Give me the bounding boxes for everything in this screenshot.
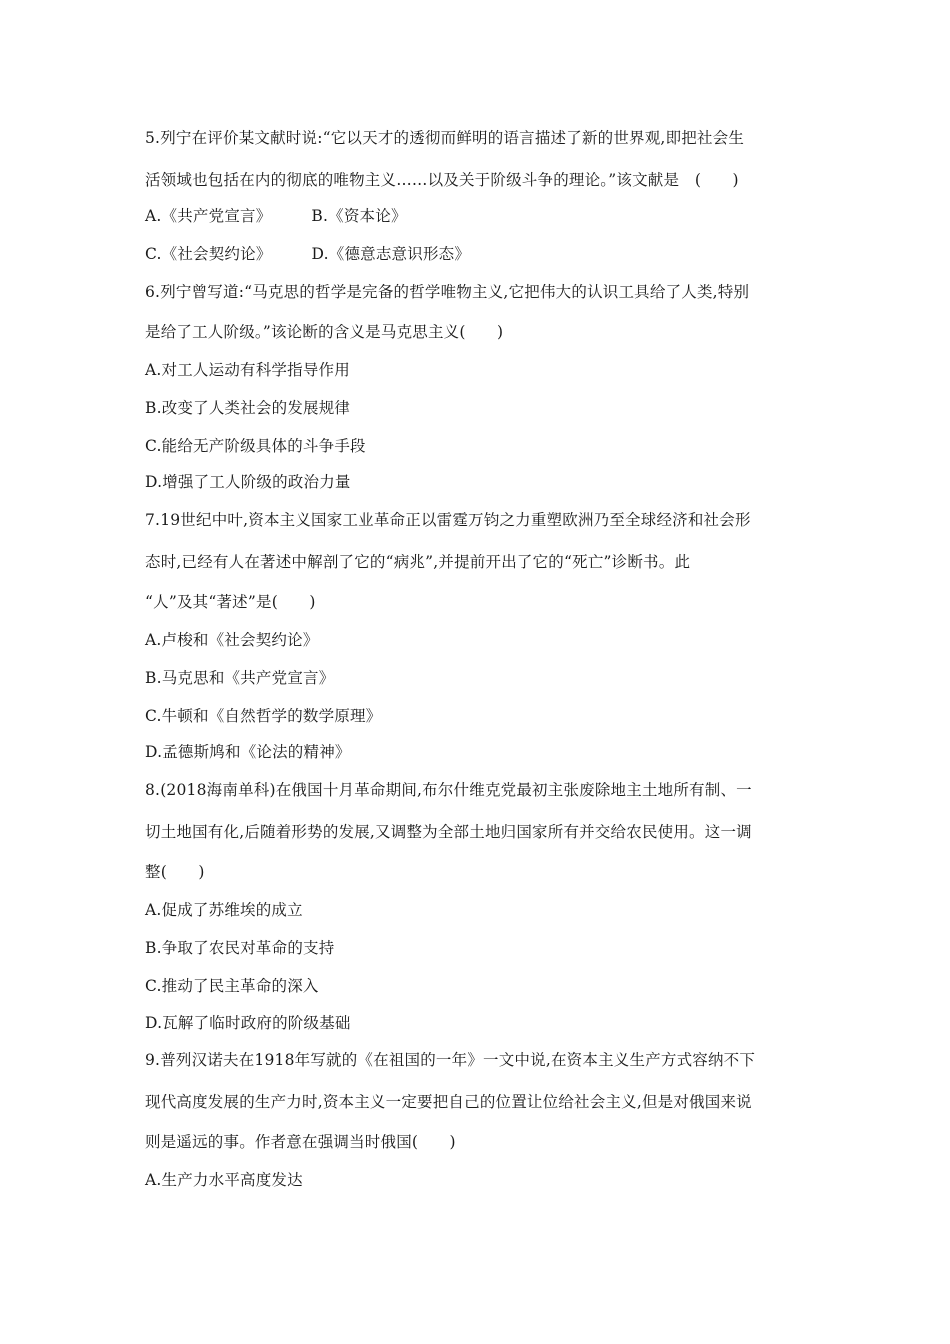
- q9-stem-line-3: 则是遥远的事。作者意在强调当时俄国( ): [145, 1133, 456, 1151]
- q9-option-a: A.生产力水平高度发达: [145, 1171, 303, 1189]
- q7-stem-line-2: 态时,已经有人在著述中解剖了它的“病兆”,并提前开出了它的“死亡”诊断书。此: [145, 553, 691, 571]
- q6-option-b: B.改变了人类社会的发展规律: [145, 399, 351, 417]
- q5-option-b: B.《资本论》: [311, 207, 407, 225]
- q7-stem-line-1: 7.19世纪中叶,资本主义国家工业革命正以雷霆万钧之力重塑欧洲乃至全球经济和社会形: [145, 511, 751, 529]
- q6-option-d: D.增强了工人阶级的政治力量: [145, 473, 351, 491]
- q7-stem-line-3: “人”及其“著述”是( ): [145, 593, 316, 611]
- q7-option-d: D.孟德斯鸠和《论法的精神》: [145, 743, 351, 761]
- q7-option-b: B.马克思和《共产党宣言》: [145, 669, 335, 687]
- q5-options-row-1: [145, 206, 407, 226]
- q7-option-c: C.牛顿和《自然哲学的数学原理》: [145, 707, 382, 725]
- q8-option-c: C.推动了民主革命的深入: [145, 977, 319, 995]
- q8-stem-line-2: 切土地国有化,后随着形势的发展,又调整为全部土地归国家所有并交给农民使用。这一调: [145, 823, 752, 841]
- q8-option-a: A.促成了苏维埃的成立: [145, 901, 303, 919]
- q8-option-b: B.争取了农民对革命的支持: [145, 939, 335, 957]
- q6-stem-line-2: 是给了工人阶级。”该论断的含义是马克思主义( ): [145, 323, 504, 341]
- q5-option-d: D.《德意志意识形态》: [311, 245, 471, 263]
- q5-option-a: A.《共产党宣言》: [145, 207, 272, 225]
- q9-stem-line-2: 现代高度发展的生产力时,资本主义一定要把自己的位置让位给社会主义,但是对俄国来说: [145, 1093, 752, 1111]
- q6-option-c: C.能给无产阶级具体的斗争手段: [145, 437, 366, 455]
- q8-stem-line-3: 整( ): [145, 863, 205, 881]
- q5-stem-line-2: 活领域也包括在内的彻底的唯物主义……以及关于阶级斗争的理论。”该文献是 ( ): [145, 171, 739, 189]
- q8-stem-line-1: 8.(2018海南单科)在俄国十月革命期间,布尔什维克党最初主张废除地主土地所有制、一: [145, 781, 752, 799]
- q6-stem-line-1: 6.列宁曾写道:“马克思的哲学是完备的哲学唯物主义,它把伟大的认识工具给了人类,特别: [145, 283, 750, 301]
- q5-options-row-2: [145, 244, 470, 264]
- q5-stem-line-1: 5.列宁在评价某文献时说:“它以天才的透彻而鲜明的语言描述了新的世界观,即把社会生: [145, 129, 745, 147]
- q8-option-d: D.瓦解了临时政府的阶级基础: [145, 1014, 351, 1032]
- q7-option-a: A.卢梭和《社会契约论》: [145, 631, 319, 649]
- q9-stem-line-1: 9.普列汉诺夫在1918年写就的《在祖国的一年》一文中说,在资本主义生产方式容纳不下: [145, 1051, 756, 1069]
- q6-option-a: A.对工人运动有科学指导作用: [145, 361, 350, 379]
- q5-option-c: C.《社会契约论》: [145, 245, 272, 263]
